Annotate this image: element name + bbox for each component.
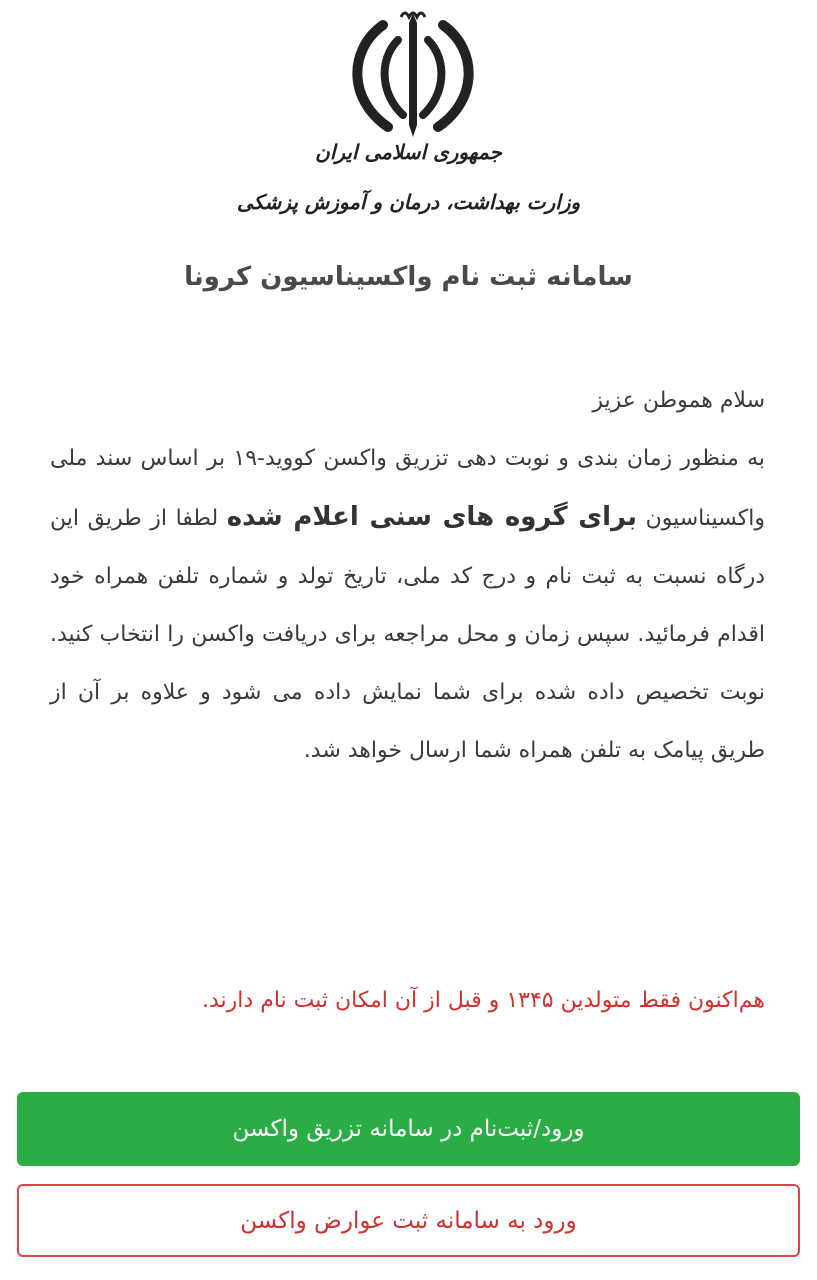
header bbox=[0, 0, 817, 240]
country-name: جمهوری اسلامی ایران bbox=[315, 140, 502, 164]
intro-body-part2: لطفا از طریق این درگاه نسبت به ثبت نام و درج کد ملی، تاریخ تولد و شماره تلفن همراه خود اقدام فرمائید. سپس زمان و محل مراجعه برای دریافت واکسن را انتخاب کنید. نوبت تخصیص داده شده برای شما نمایش داده می شود و علاوه بر آن از طریق پیامک به تلفن همراه شما ارسال خواهد شد. bbox=[50, 506, 765, 763]
intro-body-emphasis: برای گروه های سنی اعلام شده bbox=[226, 502, 637, 532]
greeting: سلام هموطن عزیز bbox=[592, 388, 765, 413]
ministry-name: وزارت بهداشت، درمان و آموزش پزشکی bbox=[236, 190, 581, 214]
intro-text bbox=[50, 372, 765, 780]
intro-paragraph bbox=[50, 430, 765, 780]
intro-body-part1: به منظور زمان بندی و نوبت دهی تزریق واکسن کووید-۱۹ بر اساس سند ملی واکسیناسیون bbox=[50, 446, 765, 531]
eligibility-notice: هم‌اکنون فقط متولدین ۱۳۴۵ و قبل از آن امکان ثبت نام دارند. bbox=[202, 988, 765, 1013]
vaccine-login-button[interactable]: ورود/ثبت‌نام در سامانه تزریق واکسن bbox=[17, 1092, 800, 1166]
page-title: سامانه ثبت نام واکسیناسیون کرونا bbox=[184, 262, 633, 292]
side-effects-login-button[interactable]: ورود به سامانه ثبت عوارض واکسن bbox=[17, 1184, 800, 1257]
iran-emblem-icon bbox=[343, 5, 483, 145]
